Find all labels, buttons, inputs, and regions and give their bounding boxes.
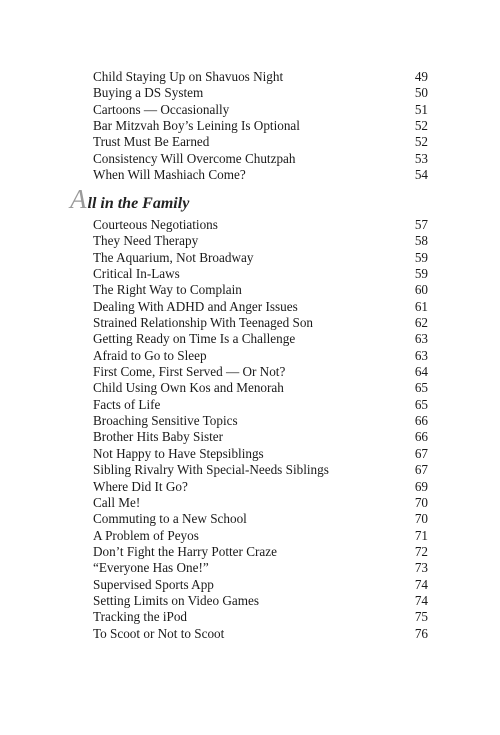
toc-entry <box>93 364 428 380</box>
toc-entry-page: 67 <box>414 445 428 461</box>
toc-entry-title: Strained Relationship With Teenaged Son <box>93 315 314 331</box>
toc-entry-page: 70 <box>414 511 428 527</box>
toc-entry-page: 71 <box>414 527 428 543</box>
toc-entry <box>93 102 428 118</box>
toc-entry-page: 74 <box>414 592 428 608</box>
toc-entry <box>93 446 428 462</box>
toc-entry-page: 76 <box>414 625 428 641</box>
toc-entry-page: 59 <box>414 249 428 265</box>
toc-entry-page: 50 <box>414 85 428 101</box>
toc-entry <box>93 299 428 315</box>
toc-entry <box>93 217 428 233</box>
toc-entry-title: A Problem of Peyos <box>93 527 199 543</box>
section-heading-initial: A <box>70 184 87 214</box>
toc-entry-title: “Everyone Has One!” <box>93 560 209 576</box>
toc-entry-title: Setting Limits on Video Games <box>93 592 259 608</box>
toc-entry <box>93 544 428 560</box>
toc-entry-title: Consistency Will Overcome Chutzpah <box>93 150 296 166</box>
toc-entry-title: Broaching Sensitive Topics <box>93 413 238 429</box>
toc-entry-title: They Need Therapy <box>93 233 199 249</box>
toc-entry <box>93 479 428 495</box>
toc-entry-page: 67 <box>414 462 428 478</box>
toc-entry-title: Getting Ready on Time Is a Challenge <box>93 331 296 347</box>
toc-entry-page: 54 <box>414 167 428 183</box>
toc-entry-page: 57 <box>414 217 428 232</box>
toc-entry <box>93 69 428 85</box>
toc-entry-page: 52 <box>414 134 428 150</box>
toc-entry <box>93 593 428 609</box>
toc-entry-page: 60 <box>414 282 428 298</box>
toc-entry <box>93 577 428 593</box>
toc-list-all-in-the-family <box>93 217 428 642</box>
toc-entry <box>93 348 428 364</box>
toc-entry-title: Tracking the iPod <box>93 609 188 625</box>
toc-entry-title: Buying a DS System <box>93 85 204 101</box>
toc-entry <box>93 233 428 249</box>
toc-entry-title: Critical In-Laws <box>93 266 180 282</box>
toc-entry-page: 63 <box>414 331 428 347</box>
toc-entry <box>93 118 428 134</box>
toc-entry-page: 58 <box>414 233 428 249</box>
toc-entry <box>93 85 428 101</box>
toc-entry-title: Facts of Life <box>93 396 161 412</box>
toc-entry <box>93 134 428 150</box>
toc-entry-title: Not Happy to Have Stepsiblings <box>93 445 264 461</box>
toc-entry <box>93 511 428 527</box>
toc-entry <box>93 380 428 396</box>
toc-list-previous-section <box>93 69 428 183</box>
toc-entry <box>93 462 428 478</box>
toc-entry-title: Child Staying Up on Shavuos Night <box>93 69 284 84</box>
toc-entry-page: 69 <box>414 478 428 494</box>
toc-entry-title: Bar Mitzvah Boy’s Leining Is Optional <box>93 118 300 134</box>
toc-entry-page: 65 <box>414 396 428 412</box>
toc-entry-page: 65 <box>414 380 428 396</box>
toc-entry-title: Afraid to Go to Sleep <box>93 347 207 363</box>
toc-entry <box>93 626 428 642</box>
toc-entry-title: Dealing With ADHD and Anger Issues <box>93 298 298 314</box>
toc-entry-page: 52 <box>414 118 428 134</box>
toc-entry-title: Sibling Rivalry With Special-Needs Siblings <box>93 462 329 478</box>
toc-entry-page: 61 <box>414 298 428 314</box>
toc-entry-page: 53 <box>414 150 428 166</box>
toc-entry <box>93 609 428 625</box>
toc-entry <box>93 167 428 183</box>
toc-entry-title: First Come, First Served — Or Not? <box>93 364 286 380</box>
toc-entry <box>93 282 428 298</box>
toc-entry-page: 72 <box>414 543 428 559</box>
section-heading <box>70 184 189 214</box>
toc-entry-title: When Will Mashiach Come? <box>93 167 246 183</box>
toc-entry-page: 75 <box>414 609 428 625</box>
toc-entry-title: Courteous Negotiations <box>93 217 218 232</box>
toc-entry-page: 66 <box>414 413 428 429</box>
toc-entry-title: The Aquarium, Not Broadway <box>93 249 254 265</box>
toc-entry-page: 70 <box>414 494 428 510</box>
section-heading-title: ll in the Family <box>87 195 190 212</box>
toc-entry-title: Trust Must Be Earned <box>93 134 210 150</box>
toc-entry <box>93 266 428 282</box>
toc-entry-title: Call Me! <box>93 494 141 510</box>
toc-entry-page: 59 <box>414 266 428 282</box>
toc-entry-title: To Scoot or Not to Scoot <box>93 625 225 641</box>
toc-entry-page: 64 <box>414 364 428 380</box>
toc-entry <box>93 560 428 576</box>
toc-entry-title: Don’t Fight the Harry Potter Craze <box>93 543 277 559</box>
toc-entry-title: Supervised Sports App <box>93 576 214 592</box>
toc-entry-page: 51 <box>414 101 428 117</box>
toc-entry-page: 63 <box>414 347 428 363</box>
toc-entry <box>93 331 428 347</box>
toc-entry <box>93 315 428 331</box>
toc-entry <box>93 397 428 413</box>
toc-entry-page: 73 <box>414 560 428 576</box>
toc-entry-page: 62 <box>414 315 428 331</box>
toc-entry-title: The Right Way to Complain <box>93 282 242 298</box>
toc-entry-title: Child Using Own Kos and Menorah <box>93 380 284 396</box>
toc-entry <box>93 413 428 429</box>
toc-entry <box>93 495 428 511</box>
toc-entry-title: Where Did It Go? <box>93 478 188 494</box>
toc-entry-page: 66 <box>414 429 428 445</box>
toc-entry <box>93 151 428 167</box>
toc-entry <box>93 429 428 445</box>
toc-entry-title: Cartoons — Occasionally <box>93 101 230 117</box>
toc-entry-page: 49 <box>414 69 428 84</box>
toc-entry-page: 74 <box>414 576 428 592</box>
toc-entry-title: Brother Hits Baby Sister <box>93 429 224 445</box>
toc-entry <box>93 250 428 266</box>
toc-entry <box>93 528 428 544</box>
toc-entry-title: Commuting to a New School <box>93 511 247 527</box>
